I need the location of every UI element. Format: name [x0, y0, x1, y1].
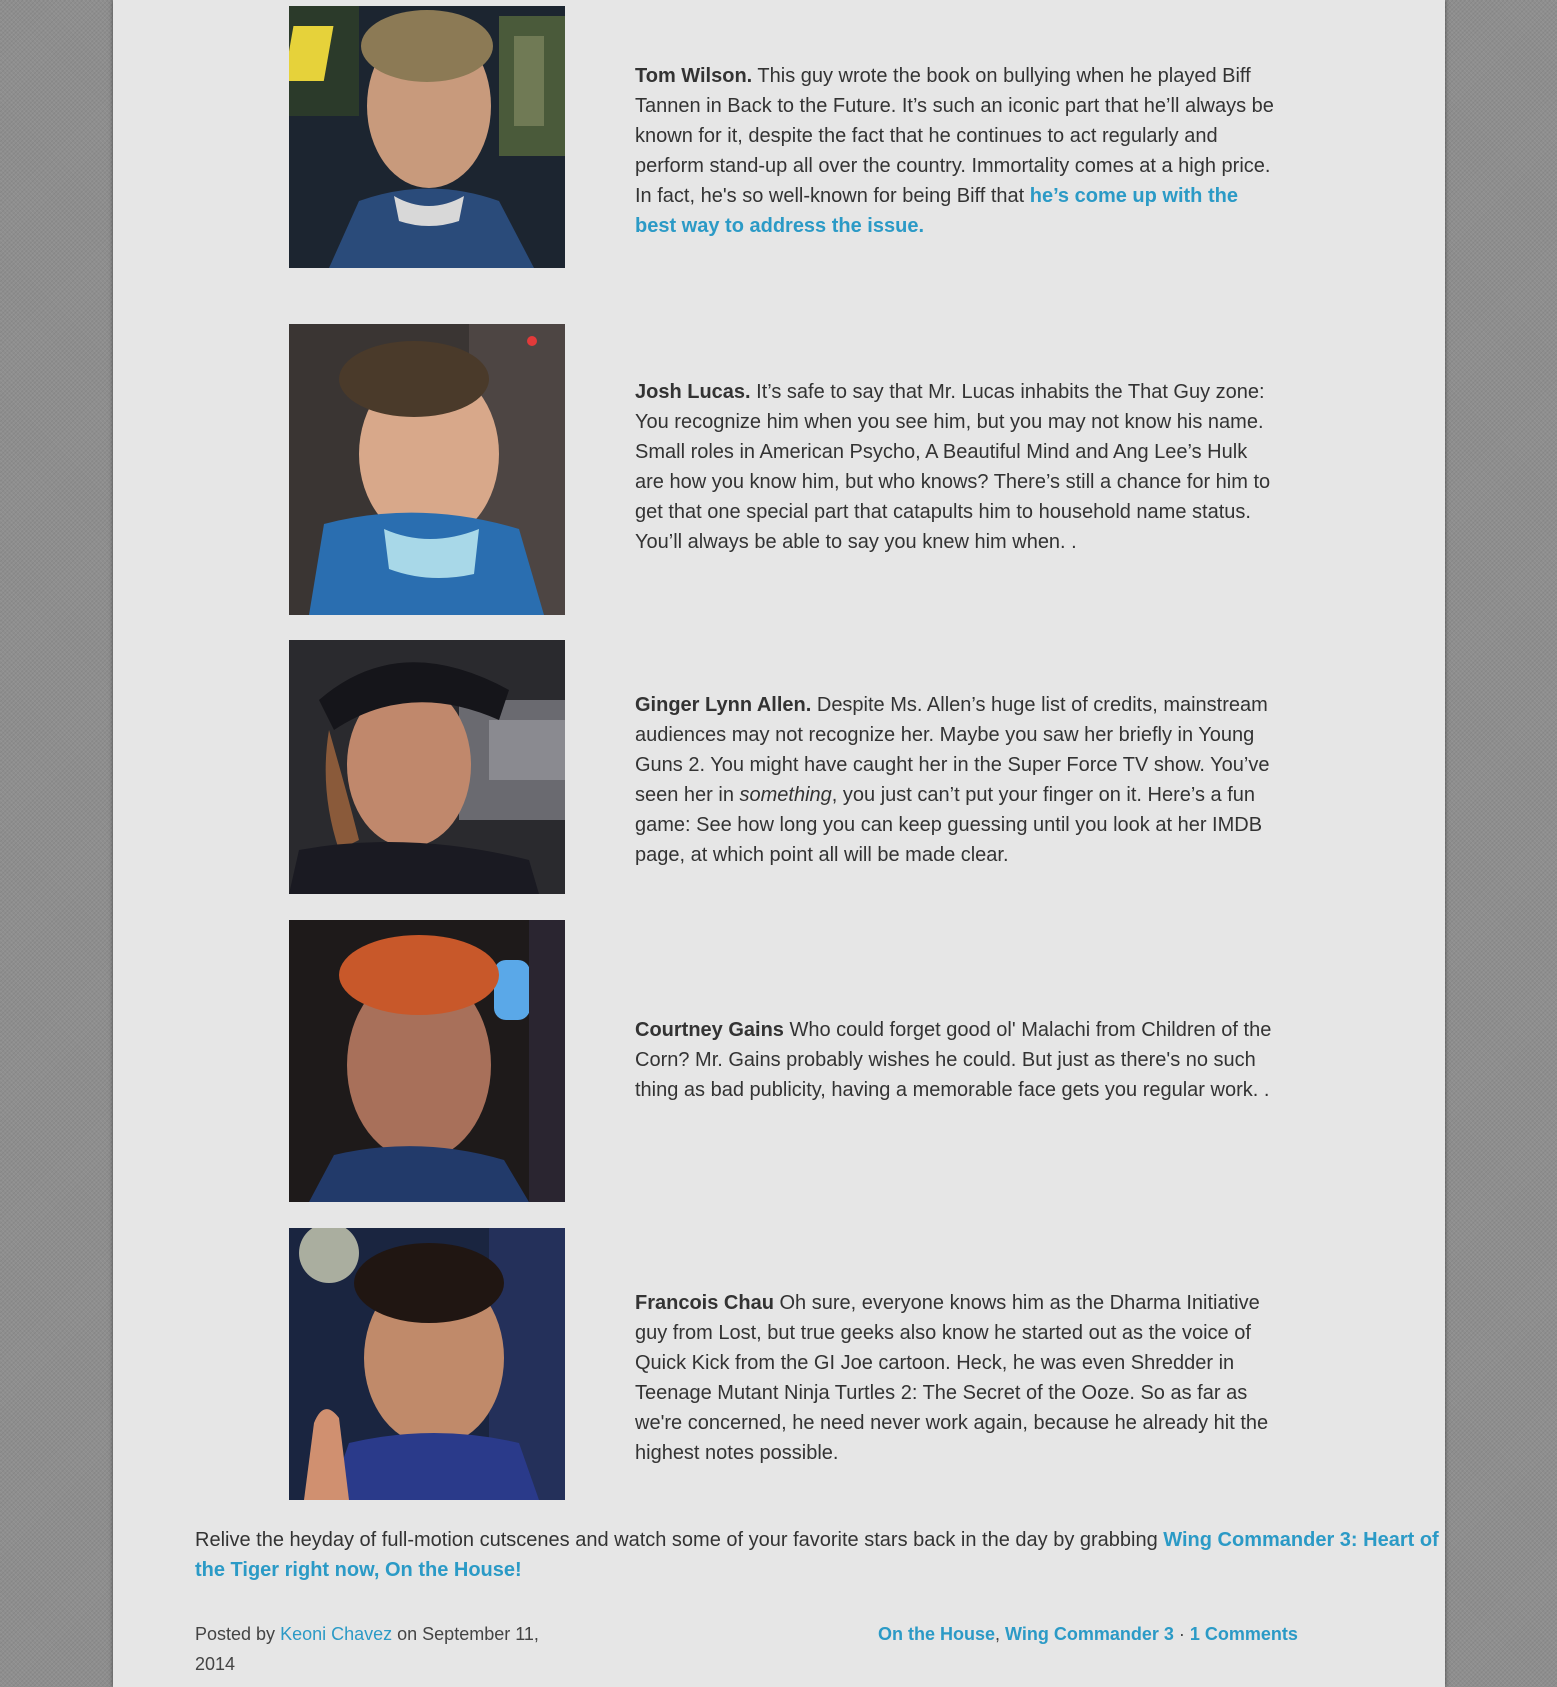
tag-separator: ,	[995, 1624, 1006, 1644]
bio-link-biff-issue[interactable]: he’s come up with the best way to address the issue.	[635, 185, 1238, 237]
actor-photo-francois-chau[interactable]	[289, 1228, 565, 1500]
bio-text: This guy wrote the book on bullying when he played Biff Tannen in Back to the Future. It’s such an iconic part that he’ll always be known for it, despite the fact that he continues to act regularly and perform stand-up all over the country. Immortality comes at a high price. In fact, he's so well-known for being Biff that	[635, 65, 1274, 207]
actor-photo-josh-lucas[interactable]	[289, 324, 565, 615]
tag-link-on-the-house[interactable]: On the House	[878, 1624, 996, 1644]
post-date: on September 11, 2014	[195, 1624, 539, 1674]
cast-entry-josh-lucas	[289, 324, 1289, 615]
actor-name: Ginger Lynn Allen.	[635, 694, 812, 716]
post-tags	[878, 1619, 1338, 1649]
actor-photo-courtney-gains[interactable]	[289, 920, 565, 1202]
cast-entry-francois-chau	[289, 1228, 1289, 1500]
posted-by-label: Posted by	[195, 1624, 281, 1644]
bio-text: It’s safe to say that Mr. Lucas inhabits the That Guy zone: You recognize him when you see him, but you may not know his name. Small roles in American Psycho, A Beautiful Mind and Ang Lee’s Hulk are how you know him, but who knows? There’s still a chance for him to get that one special part that catapults him to household name status. You’ll always be able to say you knew him when. .	[635, 381, 1271, 553]
closing-text: Relive the heyday of full-motion cutscenes and watch some of your favorite stars back in the day by grabbing	[195, 1529, 1164, 1551]
comments-link[interactable]: 1 Comments	[1189, 1624, 1298, 1644]
actor-name: Francois Chau	[635, 1292, 774, 1314]
on-the-house-link[interactable]: Wing Commander 3: Heart of the Tiger right now, On the House!	[195, 1529, 1439, 1581]
bio-text: Despite Ms. Allen’s huge list of credits, mainstream audiences may not recognize her. Maybe you saw her briefly in Young Guns 2. You might have caught her in the Super Force TV show. You’ve seen her in	[635, 694, 1270, 806]
cast-entry-tom-wilson	[289, 6, 1289, 268]
tag-link-wing-commander-3[interactable]: Wing Commander 3	[1005, 1624, 1174, 1644]
article-page	[113, 0, 1445, 1687]
actor-bio-ginger-lynn-allen	[635, 690, 1275, 870]
bio-text: Who could forget good ol' Malachi from Children of the Corn? Mr. Gains probably wishes he could. But just as there's no such thing as bad publicity, having a memorable face gets you regular work. .	[635, 1019, 1272, 1101]
actor-bio-tom-wilson	[635, 61, 1275, 241]
actor-photo-tom-wilson[interactable]	[289, 6, 565, 268]
cast-entry-ginger-lynn-allen	[289, 640, 1289, 894]
author-link[interactable]: Keoni Chavez	[280, 1624, 393, 1644]
actor-photo-ginger-lynn-allen[interactable]	[289, 640, 565, 894]
actor-name: Josh Lucas.	[635, 381, 751, 403]
actor-name: Courtney Gains	[635, 1019, 784, 1041]
closing-paragraph	[195, 1525, 1465, 1585]
bio-text: , you just can’t put your finger on it. Here’s a fun game: See how long you can keep guessing until you look at her IMDB page, at which point all will be made clear.	[635, 784, 1263, 866]
actor-bio-francois-chau	[635, 1288, 1275, 1468]
cast-entry-courtney-gains	[289, 920, 1289, 1202]
post-meta	[195, 1619, 555, 1679]
bio-text: Oh sure, everyone knows him as the Dharma Initiative guy from Lost, but true geeks also know he started out as the voice of Quick Kick from the GI Joe cartoon. Heck, he was even Shredder in Teenage Mutant Ninja Turtles 2: The Secret of the Ooze. So as far as we're concerned, he need never work again, because he already hit the highest notes possible.	[635, 1292, 1269, 1464]
bio-emphasis: something	[739, 784, 832, 806]
actor-bio-courtney-gains	[635, 1015, 1275, 1105]
actor-name: Tom Wilson.	[635, 65, 753, 87]
tag-separator: ·	[1173, 1624, 1190, 1644]
actor-bio-josh-lucas	[635, 377, 1275, 557]
